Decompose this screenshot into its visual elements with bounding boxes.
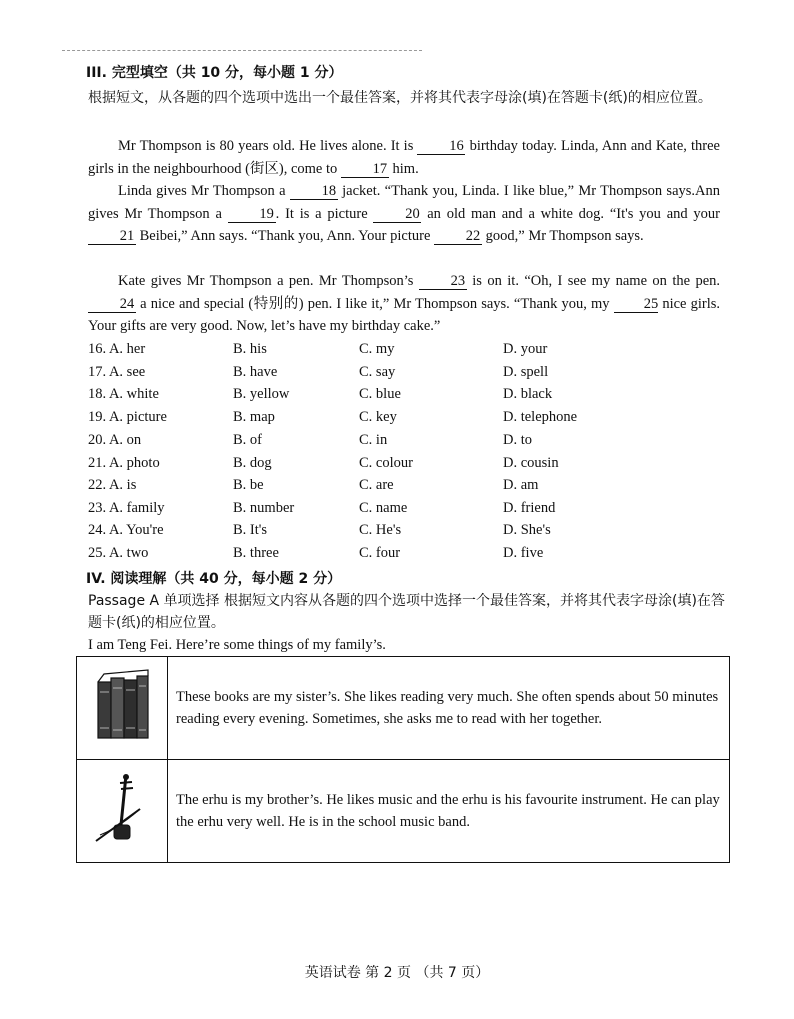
passage-text: birthday today. Linda, Ann and Kate, three girls in the neighbourhood (街区), come to bbox=[88, 138, 720, 177]
passage-text: him. bbox=[388, 160, 419, 177]
option-row-21 bbox=[88, 455, 728, 477]
option-c: C. He's bbox=[359, 522, 402, 538]
books-cell bbox=[77, 657, 168, 760]
passage-text: an old man and a white dog. “It's you and your bbox=[421, 205, 721, 222]
option-d: D. spell bbox=[503, 364, 549, 380]
option-row-18 bbox=[88, 386, 728, 408]
family-things-table bbox=[76, 656, 730, 863]
passage-text: a nice and special (特别的) pen. I like it,” Mr Thompson says. “Thank you, my bbox=[136, 295, 614, 312]
option-a: 24. A. You're bbox=[88, 522, 164, 538]
option-row-23 bbox=[88, 500, 728, 522]
option-row-24 bbox=[88, 522, 728, 544]
option-d: D. five bbox=[503, 545, 544, 561]
passage-text: Linda gives Mr Thompson a bbox=[118, 183, 290, 199]
passage-text: . It is a picture bbox=[275, 205, 374, 222]
option-c: C. say bbox=[359, 364, 396, 380]
option-b: B. dog bbox=[233, 455, 272, 471]
option-row-16 bbox=[88, 341, 728, 363]
blank-17: 17 bbox=[341, 161, 389, 178]
option-a: 19. A. picture bbox=[88, 409, 167, 425]
option-row-17 bbox=[88, 364, 728, 386]
option-c: C. four bbox=[359, 545, 401, 561]
option-d: D. telephone bbox=[503, 409, 578, 425]
blank-19: 19 bbox=[228, 206, 276, 223]
option-a: 21. A. photo bbox=[88, 455, 160, 471]
blank-16: 16 bbox=[417, 138, 465, 155]
blank-24: 24 bbox=[88, 296, 136, 313]
option-c: C. name bbox=[359, 500, 408, 516]
option-row-20 bbox=[88, 432, 728, 454]
passage-text: Beibei,” Ann says. “Thank you, Ann. Your picture bbox=[136, 228, 435, 244]
passage-text: Kate gives Mr Thompson a pen. Mr Thompson’s bbox=[118, 273, 419, 289]
option-c: C. blue bbox=[359, 386, 401, 402]
erhu-cell bbox=[77, 760, 168, 863]
section-4-title: IV. 阅读理解（共 40 分，每小题 2 分） bbox=[86, 571, 342, 587]
option-b: B. yellow bbox=[233, 386, 290, 402]
books-icon bbox=[90, 668, 154, 744]
option-c: C. are bbox=[359, 477, 394, 493]
erhu-icon bbox=[90, 769, 154, 849]
option-row-25 bbox=[88, 545, 728, 567]
option-c: C. key bbox=[359, 409, 397, 425]
erhu-description: The erhu is my brother’s. He likes music and the erhu is his favourite instrument. He can play the erhu very well. He is in the school music band. bbox=[168, 760, 730, 863]
passage-paragraph-2 bbox=[88, 180, 720, 248]
option-row-19 bbox=[88, 409, 728, 431]
page-footer: 英语试卷 第 2 页 （共 7 页） bbox=[304, 965, 490, 981]
blank-20: 20 bbox=[373, 206, 421, 223]
option-a: 22. A. is bbox=[88, 477, 137, 493]
option-d: D. am bbox=[503, 477, 539, 493]
books-description: These books are my sister’s. She likes reading very much. She often spends about 50 minutes reading every evening. Sometimes, she asks me to read with her together. bbox=[168, 657, 730, 760]
option-b: B. three bbox=[233, 545, 279, 561]
option-b: B. have bbox=[233, 364, 278, 380]
reading-intro: I am Teng Fei. Here’re some things of my family’s. bbox=[88, 637, 386, 653]
passage-text: good,” Mr Thompson says. bbox=[482, 228, 644, 244]
option-d: D. to bbox=[503, 432, 532, 448]
option-b: B. his bbox=[233, 341, 267, 357]
table-row bbox=[77, 657, 730, 760]
option-d: D. cousin bbox=[503, 455, 559, 471]
passage-text: nice girls. Your gifts are very good. Now, let’s have my birthday cake.” bbox=[88, 295, 720, 334]
section-3-instructions: 根据短文，从各题的四个选项中选出一个最佳答案，并将其代表字母涂(填)在答题卡(纸)的相应位置。 bbox=[88, 90, 712, 106]
passage-paragraph-3 bbox=[88, 270, 720, 338]
option-c: C. in bbox=[359, 432, 388, 448]
blank-22: 22 bbox=[434, 228, 482, 245]
option-c: C. my bbox=[359, 341, 395, 357]
option-b: B. It's bbox=[233, 522, 268, 538]
option-b: B. of bbox=[233, 432, 262, 448]
option-row-22 bbox=[88, 477, 728, 499]
passage-paragraph-1 bbox=[88, 135, 720, 180]
option-b: B. map bbox=[233, 409, 275, 425]
passage-text: jacket. “Thank you, Linda. I like blue,” Mr Thompson says.Ann gives Mr Thompson a bbox=[88, 183, 720, 222]
blank-18: 18 bbox=[290, 183, 338, 200]
table-row bbox=[77, 760, 730, 863]
option-a: 17. A. see bbox=[88, 364, 146, 380]
option-a: 16. A. her bbox=[88, 341, 146, 357]
blank-23: 23 bbox=[419, 273, 467, 290]
top-divider bbox=[62, 50, 422, 51]
option-b: B. number bbox=[233, 500, 295, 516]
option-d: D. your bbox=[503, 341, 548, 357]
blank-21: 21 bbox=[88, 228, 136, 245]
option-d: D. black bbox=[503, 386, 553, 402]
blank-25: 25 bbox=[614, 296, 659, 313]
passage-text: is on it. “Oh, I see my name on the pen. bbox=[466, 273, 721, 289]
option-c: C. colour bbox=[359, 455, 413, 471]
section-3-title: III. 完型填空（共 10 分，每小题 1 分） bbox=[86, 65, 343, 81]
option-d: D. She's bbox=[503, 522, 551, 538]
option-a: 20. A. on bbox=[88, 432, 142, 448]
option-a: 18. A. white bbox=[88, 386, 159, 402]
section-4-instructions: Passage A 单项选择 根据短文内容从各题的四个选项中选择一个最佳答案，并将其代表字母涂(填)在答题卡(纸)的相应位置。 bbox=[88, 593, 725, 631]
passage-text: Mr Thompson is 80 years old. He lives alone. It is bbox=[118, 138, 418, 154]
option-d: D. friend bbox=[503, 500, 556, 516]
option-a: 25. A. two bbox=[88, 545, 149, 561]
option-b: B. be bbox=[233, 477, 264, 493]
option-a: 23. A. family bbox=[88, 500, 165, 516]
